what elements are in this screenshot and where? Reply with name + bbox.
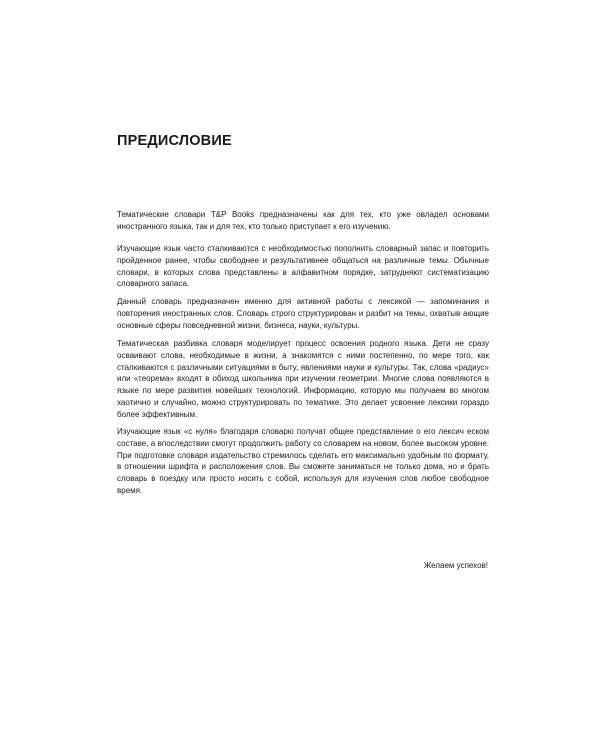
paragraph-3: Данный словарь предназначен именно для активной работы с лексикой — запоминания и повторения иностранных слов. Словарь строго структурирован и разбит на темы, охватыв ающие основные сферы повседневной жизни, бизнеса, науки, культуры. — [117, 297, 489, 330]
paragraph-4: Тематическая разбивка словаря моделирует процесс освоения родного языка. Дети не сразу осваивают слова, необходимые в жизни, а знакомятся с ними постепенно, по мере того, как сталкиваются с различными ситуациями в быту, явлениями науки и культуры. Так, слова «радиус» или «теорема» входят в обиход школьника при изучении геометрии. Многие слова появляются в языке по мере развития новейших технологий. Информацию, которую мы получаем во многом хаотично и случайно, можно структурировать по тематике. Это делает усвоение лексики гораздо более эффективным. — [117, 339, 489, 419]
paragraph-2: Изучающие язык часто сталкиваются с необходимостью пополнить словарный запас и повторить пройденное ранее, чтобы свободнее и результативнее общаться на различные темы. Обычные словари, в которых слова представлены в алфавитном порядке, затрудняют систематизацию словарного запаса. — [117, 244, 489, 289]
sign-off: Желаем успехов! — [423, 561, 488, 570]
page-title: ПРЕДИСЛОВИЕ — [117, 133, 232, 149]
paragraph-5: Изучающие язык «с нуля» благодаря словарю получат общее представление о его лексич еском составе, а впоследствии смогут продолжить работу со словарем на новом, более высоком уровне. При подготовке словаря издательство стремилось сделать его максимально удобным по формату, в отношении шрифта и расположения слов. Вы сможете заниматься не только дома, но и брать словарь в поездку или просто носить с собой, используя для изучения слов любое свободное время. — [117, 427, 489, 495]
paragraph-1: Тематические словари T&P Books предназначены как для тех, кто уже овладел основами иностранного языка, так и для тех, кто только приступает к его изучению. — [117, 210, 489, 231]
